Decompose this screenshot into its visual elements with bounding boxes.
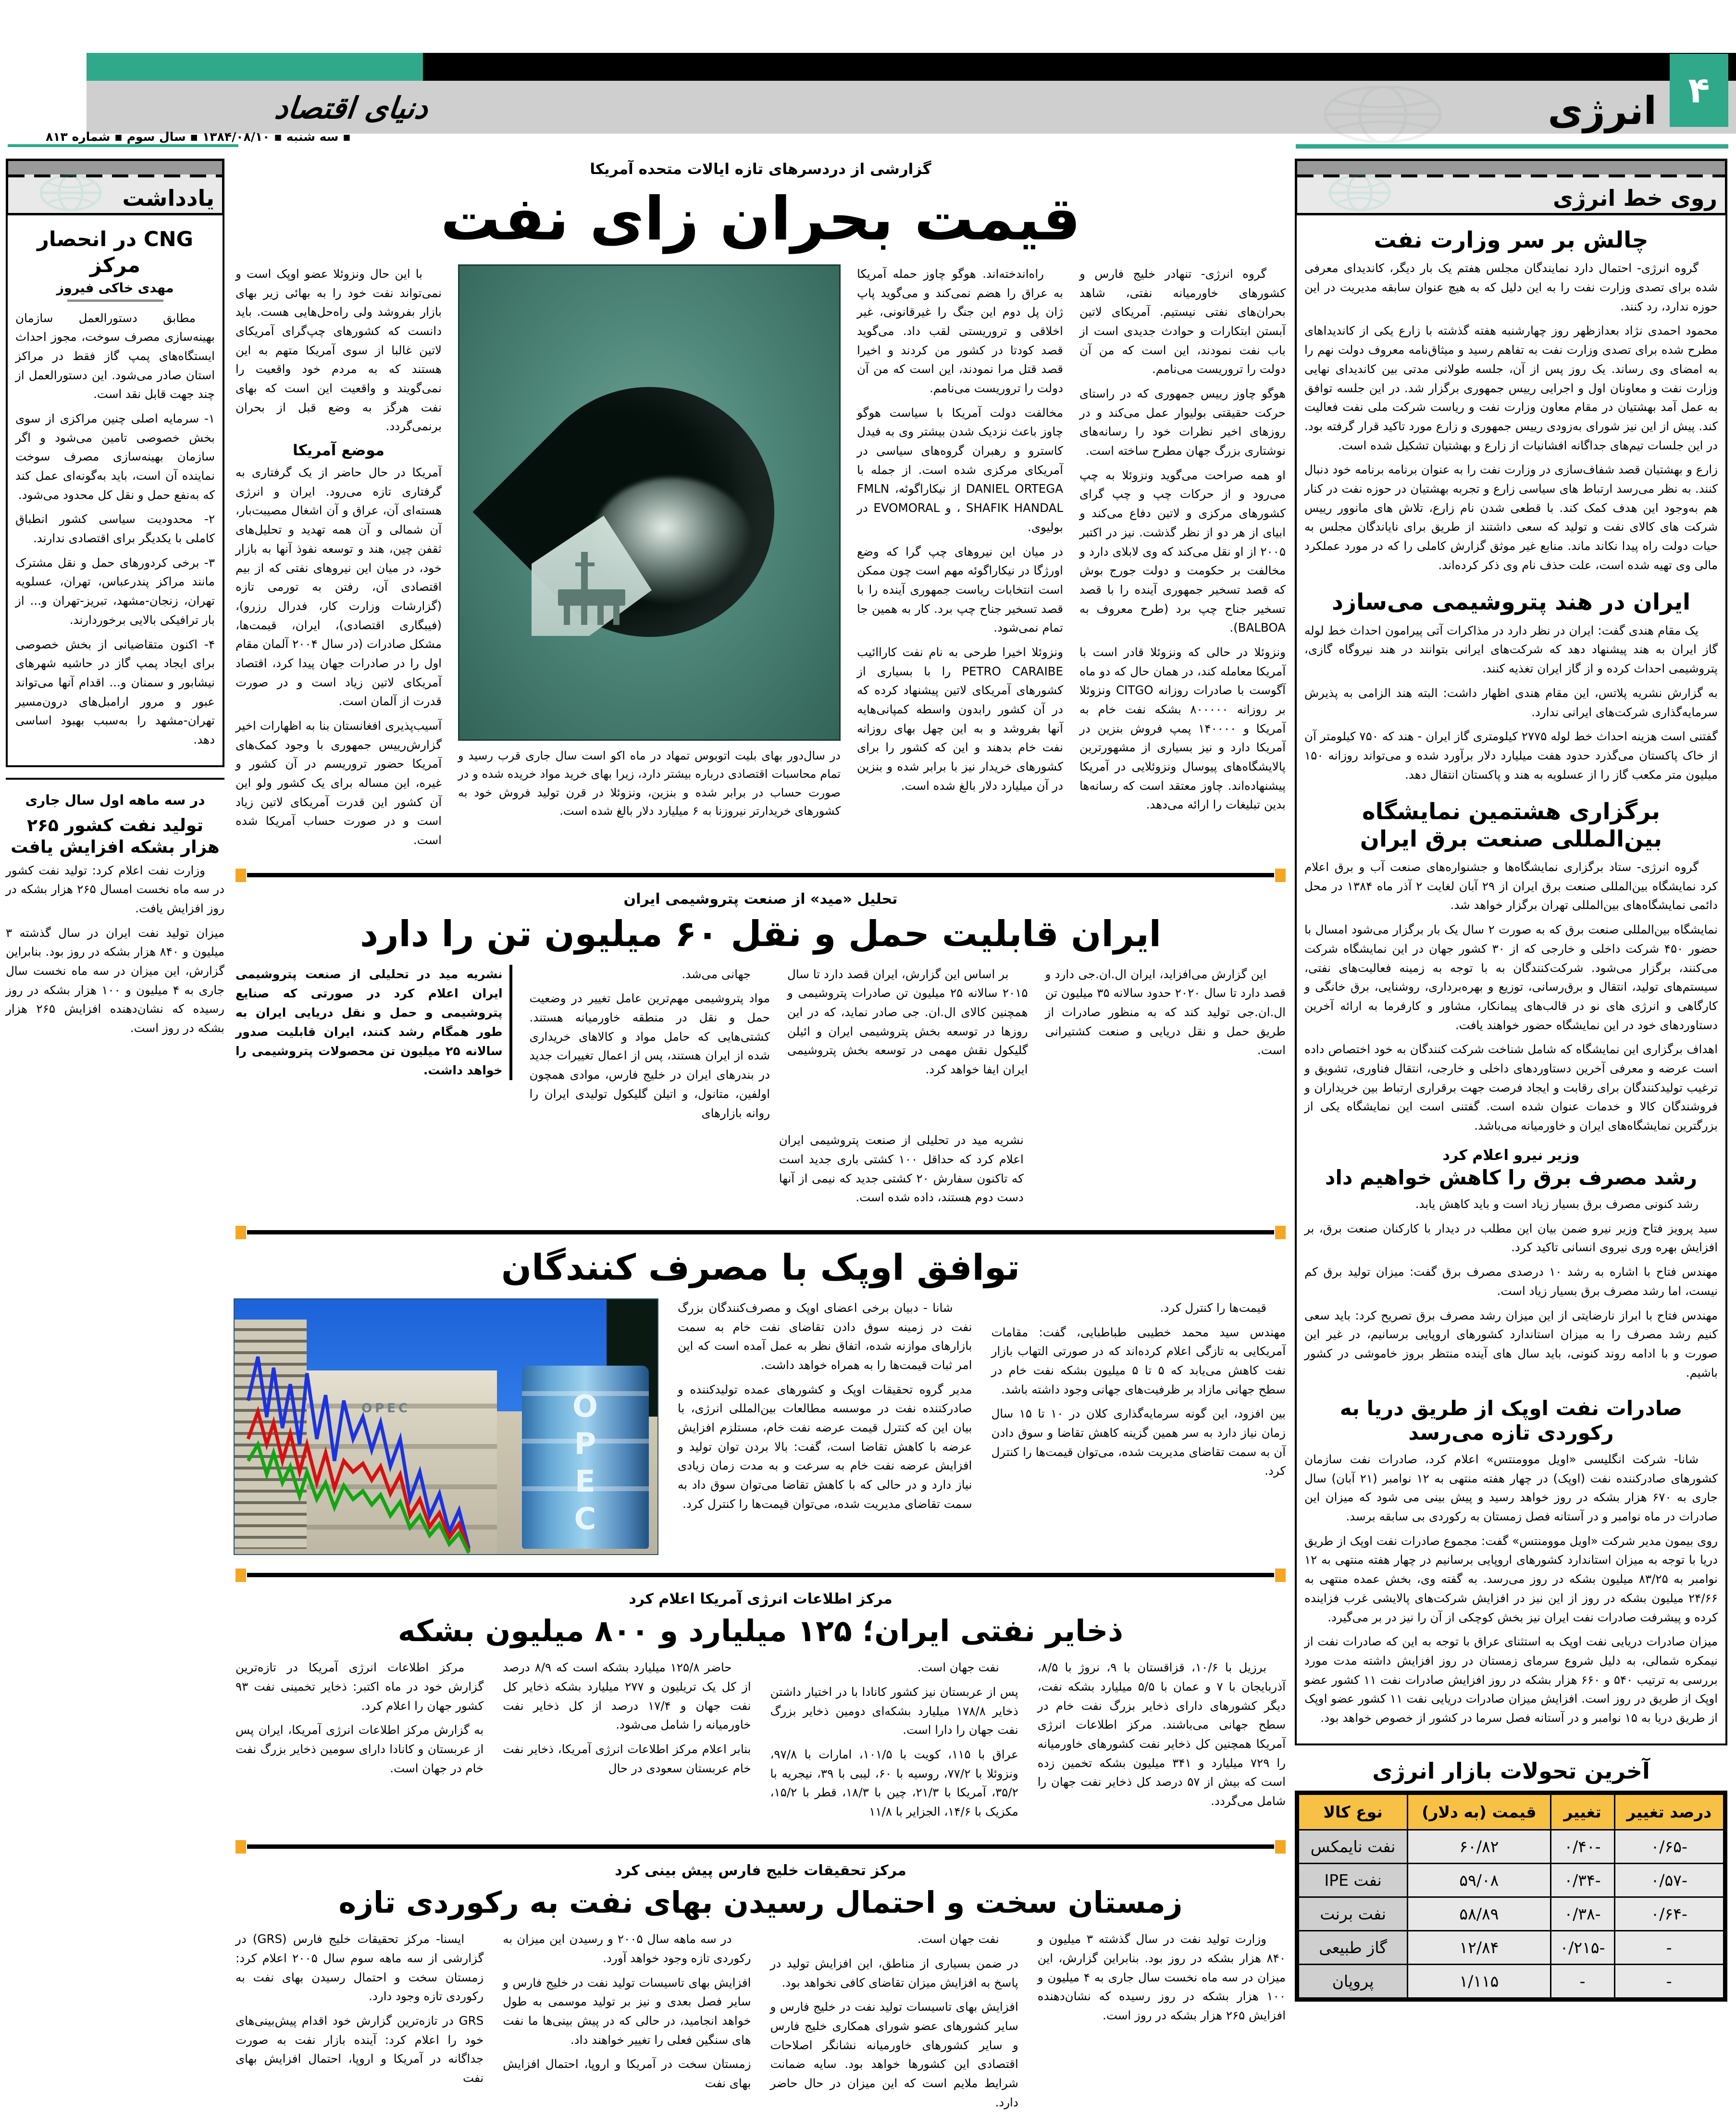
table-row <box>1299 1864 1723 1896</box>
reserves-paragraph: مرکز اطلاعات انرژی آمریکا در تازه‌ترین گزارش خود در ماه اکتبر: ذخایر تخمینی نفت ۹۳ کشور جهان را اعلام کرد. <box>236 1660 484 1713</box>
table-row <box>1299 1931 1723 1964</box>
winter-paragraph: در سه ماهه سال ۲۰۰۵ و رسیدن این میزان به رکوردی تازه وجود خواهد آورد. <box>503 1932 751 1965</box>
main-headline: قیمت بحران زای نفت <box>440 185 1081 254</box>
winter-paragraph: ایسنا- مرکز تحقیقات خلیج فارس (GRS) در گزارشی از سه ماهه سوم سال ۲۰۰۵ اعلام کرد: زمستان سخت و احتمال رسیدن بهای نفت به رکوردی تازه وجود دارد. <box>236 1932 484 2004</box>
reserves-paragraph: برزیل با ۱۰/۶، قزاقستان با ۹، نروژ با ۸/۵، آذربایجان با ۷ و عمان با ۵/۵ میلیارد بشکه نفت، دیگر کشورهای دارای ذخایر بزرگ نفت خام در سطح جهانی می‌باشند. مرکز اطلاعات انرژی آمریکا همچنین کل ذخایر نفت کشورهای خاورمیانه را ۷۲۹ میلیارد و ۳۴۱ میلیون بشکه تخمین زده است که بیش از ۵۷ درصد کل ذخایر نفت جهان را شامل می‌گردد. <box>1037 1660 1286 1808</box>
main-paragraph: او همه صراحت می‌گوید ونزوئلا به چپ می‌رود و از حرکات چپ و چپ گرای کشورهای مرکزی و لاتین دفاع می‌کند و ابیای از هر دو از نظر گذشت. نیز در اکتبر ۲۰۰۵ از او نقل می‌کند که وی لابلای دارد و مخالفت بر حکومت و دولت جورج بوش که قصد تسخیر جمهوری آینده را با قصد تسخیر جناح چپ برد (طرح معروف به BALBOA). <box>1079 468 1286 635</box>
opec-sign-text: OPEC <box>361 1401 410 1416</box>
petro-col-c <box>787 965 1028 1084</box>
winter-paragraph: زمستان سخت در آمریکا و اروپا، احتمال افزایش بهای نفت <box>503 2057 751 2091</box>
reserves-paragraph: نفت جهان است. <box>917 1660 999 1675</box>
header-grey-strip <box>8 161 222 174</box>
note-byline: مهدی خاکی فیروز <box>56 280 174 296</box>
reserves-col-d <box>1038 1658 1286 1816</box>
right-sidebar <box>1295 159 1727 2002</box>
opec-headquarters-photo <box>234 1298 658 1555</box>
note-paragraph: مطابق دستورالعمل سازمان بهینه‌سازی مصرف سوخت، مجوز احداث ایستگاه‌های پمپ گاز فقط در مراکز استان صادر می‌شود. این دستورالعمل از چند جهت قابل نقد است. <box>15 311 215 401</box>
main-paragraph: گروه انرژی- تنهادر خلیج فارس و کشورهای خاورمیانه نفتی، شاهد بحران‌های نفتی نیستیم. آمریکای لاتین آبستن ابتکارات و حوادث جدیدی است از باب نفت نمودند، این است که من آن دولت را تروریست می‌نامم. <box>1079 266 1286 376</box>
rc-paragraph: مهندس فتاح با ابراز نارضایتی از این میزان رشد مصرف برق تصریح کرد: باید سعی کنیم رشد مصرف را به میزان استاندارد کشورهای اروپایی برسانیم، در غیر این صورت و با ادامه روند کنونی، باید سال های آینده منتظر بروز خاموشی در کشور باشیم. <box>1304 1308 1718 1380</box>
left-sidebar <box>6 159 224 1043</box>
winter-paragraph: نفت جهان است. <box>917 1932 999 1946</box>
oil-drop-figure <box>458 264 841 832</box>
note-article <box>6 215 224 767</box>
section-divider <box>236 867 1286 883</box>
left-bottom-paragraph: میزان تولید نفت ایران در سال گذشته ۳ میلیون و ۸۴۰ هزار بشکه در روز بود. بنابراین گزارش، این میزان در سه ماه نخست سال جاری به ۴ میلیون و ۱۰۰ هزار بشکه در روز رسیده که نشان‌دهنده افزایش ۲۶۵ هزار بشکه در روز است. <box>6 925 225 1035</box>
section-divider <box>236 1838 1286 1855</box>
cell-percent-change: -۰/۵۷ <box>1615 1864 1723 1896</box>
reserves-col-c <box>770 1658 1018 1827</box>
petro-paragraph: بر اساس این گزارش، ایران قصد دارد تا سال ۲۰۱۵ سالانه ۲۵ میلیون تن صادرات پتروشیمی و همچنین کالای ال.ان. جی صادر نماید، که در این روزها در توسعه بخش پتروشیمی ایران و ائیلن گلیکول نقش مهمی در توسعه بخش پتروشیمی ایران ایفا خواهد کرد. <box>787 967 1028 1077</box>
section-divider <box>236 1567 1286 1583</box>
reserves-kicker: مرکز اطلاعات انرژی آمریکا اعلام کرد <box>629 1590 893 1607</box>
main-paragraph: در میان این نیروهای چپ گرا که وضع اورژگا در نیکاراگوئه مهم است چون ممکن است انتخابات ریاست جمهوری آینده را با قصد تسخیر جناح چپ برد. کار به همین جا تمام نمی‌شود. <box>857 544 1063 635</box>
rc-paragraph: نمایشگاه بین‌المللی صنعت برق که به صورت ۲ سال یک بار برگزار می‌شود امسال با حضور ۴۵۰ شرکت داخلی و خارجی که از ۳۰ کشور جهان در این نمایشگاه شرکت می‌کنند، برگزار می‌شود. شرکت‌کنندگان به با توجه به زمینه فعالیت‌های نفتی، سیستم‌های تولید، انتقال و برق‌رسانی، توزیع و بهره‌برداری، روشنایی، برق خانگی و کارگاهی و انرژی های نو در قالب‌های پیمانکار، مشاور و کارفرما به ارائه آخرین دستاوردهای خود در این نمایشگاه حضور خواهند یافت. <box>1304 922 1718 1032</box>
cell-price: ۱۲/۸۴ <box>1408 1931 1550 1964</box>
winter-headline: زمستان سخت و احتمال رسیدن بهای نفت به رکوردی تازه <box>338 1884 1183 1920</box>
rc-paragraph: اهداف برگزاری این نمایشگاه که شامل شناخت شرکت کنندگان به خود اختصاص داده است عرضه و معرفی آخرین دستاوردهای داخلی و خارجی، انتقال فناوری، تشویق و ترغیب تولیدکنندگان برای رقابت و ایجاد فرصت جهت برقراری ارتباط بین خریداران و فروشندگان کالا و خدمات عنوان شده است. گفتنی است این نمایشگاه یکی از بزرگترین نمایشگاه‌های ایران و خاورمیانه می‌باشد. <box>1304 1042 1718 1133</box>
energy-line-section-header <box>1295 159 1727 215</box>
table-row <box>1299 1965 1723 1997</box>
main-text-col-c <box>1079 264 1286 820</box>
note-paragraph: ۱- سرمایه اصلی چنین مراکزی از سوی بخش خصوصی تامین می‌شود و اگر سازمان بهینه‌سازی مصرف سوخت نماینده آن است، باید به‌گونه‌ای عمل کند که به‌نفع حمل و نقل کل محدود می‌شود. <box>15 411 215 502</box>
opec-paragraph: مدیر گروه تحقیقات اوپک و کشورهای عمده تولیدکننده و صادرکننده نفت در موسسه مطالعات بین‌المللی انرژی، با بیان این که کنترل قیمت عرضه نفت خام، مستلزم افزایش عرضه با کاهش تقاضا است، گفت: بالا بردن توان تولید و افزایش عرضه نفت خام به سرعت و به مدت زمان زیادی نیاز دارد و در حالی که با کاهش تقاضا می‌توان سوق داد به سمت تقاضای مدیریت شده، می‌توان قیمت‌ها را کنترل کرد. <box>678 1382 972 1511</box>
cell-percent-change: -۰/۶۴ <box>1615 1898 1723 1930</box>
reserves-paragraph: حاضر ۱۲۵/۸ میلیارد بشکه است که ۸/۹ درصد از کل یک تریلیون و ۲۷۷ میلیارد بشکه ذخایر کل نفت جهان و ۱۷/۴ درصد از کل ذخایر نفت خاورمیانه را شامل می‌شود. <box>503 1660 751 1732</box>
rc-paragraph: مهندس فتاح با اشاره به رشد ۱۰ درصدی مصرف برق گفت: میزان تولید برق کم نیست، اما رشد مصرف برق بسیار زیاد است. <box>1304 1265 1718 1298</box>
opec-paragraph: بین افزود، این گونه سرمایه‌گذاری کلان در ۱۰ تا ۱۵ سال زمان نیاز دارد به سر همین گزینه کاهش تقاضا و سوق دادن آن به سمت تقاضای مدیریت شده، می‌توان قیمت‌ها را کنترل کرد. <box>991 1407 1286 1478</box>
globe-icon <box>1316 174 1403 212</box>
table-row <box>1299 1831 1723 1863</box>
reserves-col-a <box>236 1658 484 1783</box>
note-paragraph: ۳- برخی کردورهای حمل و نقل مشترک مانند مراکز پندرعباس، تهران، عسلویه تهران، زنجان-مشهد، تبریز-تهران و... از بار ترافیکی بالایی برخوردارند. <box>15 555 215 627</box>
rc-paragraph: گروه انرژی- احتمال دارد نمایندگان مجلس هفتم یک بار دیگر، کاندیدای معرفی شده برای تصدی وزارت نفت را به این دلیل که به هیچ عنوان سابقه مدیریت در این حوزه ندارد، رد کنند. <box>1304 261 1718 313</box>
petrochemical-lead: نشریه مید در تحلیلی از صنعت پتروشیمی ایران اعلام کرد در صورتی که صنایع پتروشیمی و حمل و نقل دریایی ایران به طور همگام رشد کنند، ایران قابلیت صدور سالانه ۲۵ میلیون تن محصولات پتروشیمی را خواهد داشت. <box>236 965 512 1080</box>
cell-commodity: نفت برنت <box>1299 1898 1407 1930</box>
price-chart-overlay <box>243 1335 488 1554</box>
petro-col-extra <box>779 1131 1024 1212</box>
rc-paragraph: یک مقام هندی گفت: ایران در نظر دارد در مذاکرات آتی پیرامون احداث خط لوله گاز ایران به هند پیشنهاد دهد که شرکت‌های ایرانی بتوانند در هند نیروگاه گازی، پتروشیمی احداث کرده و از گاز ایران تغذیه کنند. <box>1304 623 1718 676</box>
winter-col-a <box>236 1930 484 2093</box>
photo-caption: در سال‌دور بهای بلیت اتوبوس تمهاد در ماه اکو است سال جاری قرب رسید و تمام محاسبات اقتصادی درباره بیشتر دارد، زیرا بهای خرید مواد خریده شده و در صورت حساب در برابر شده و بنزین، ونزوئلا در قرن تولید فروش خود به کشورهای خریدارتر نیروزنا به ۶ میلیارد دلار بالغ شده است. <box>458 748 841 818</box>
cell-commodity: نفت نایمکس <box>1299 1831 1407 1863</box>
rc-paragraph: محمود احمدی نژاد بعدازظهر روز چهارشنبه هفته گذشته با زارع یکی از کاندیداهای مطرح شده برای تصدی وزارت نفت به تفاهم رسید و میثاق‌نامه معروف دولت نهم را به امضای وی رساند. یک روز پس از آن، جلسه طولانی مدتی بین کاندیدای نهایی وزارت نفت و معاونان اول و اجرایی رییس جمهوری برگزار شد. در این جلسه توافق به عمل آمد بهشتیان در مقام معاون وزارت نفت و ریاست شرکت ملی نفت فعالیت کند. پیش از این نیز شورای به‌زودی رییس جمهوری و زارع مورد تاکید قرار گرفته بود. در این جلسات تیم‌های جداگانه افشانیات از زارع و بهشتیان تشکیل شده است. <box>1304 324 1718 452</box>
rc-headline-electricity-expo: برگزاری هشتمین نمایشگاه بین‌المللی صنعت برق ایران <box>1360 798 1662 852</box>
byline-divider <box>67 299 163 302</box>
th-commodity: نوع کالا <box>1299 1795 1407 1829</box>
left-bottom-headline: تولید نفت کشور ۲۶۵ هزار بشکه افزایش یافت <box>11 815 220 857</box>
main-paragraph: آسیب‌پذیری افغانستان بنا به اظهارات اخیر گزارش‌رییس جمهوری با وجود کمک‌های آمریکا حضور تروریسم در آن کشور و غیره، این مساله برای یک کشور ولو این آن کشور این قدرت آمریکای لاتین زیاد است و در صورت حساب آمریکا شده است. <box>236 719 442 847</box>
cell-price: ۵۹/۰۸ <box>1408 1864 1550 1896</box>
petrochemical-headline: ایران قابلیت حمل و نقل ۶۰ میلیون تن را دارد <box>360 913 1162 955</box>
dateline: ▪ سه شنبه ▪ ۱۳۸۴/۰۸/۱۰ ▪ سال سوم ▪ شماره ۸۱۳ <box>46 129 351 144</box>
rc-headline-oil-ministry: چالش بر سر وزارت نفت <box>1374 227 1649 253</box>
opec-figure <box>236 1298 658 1555</box>
petro-paragraph: مواد پتروشیمی مهم‌ترین عامل تغییر در وضعیت حمل و نقل در منطقه خاورمیانه هستند. کشتی‌هایی که حامل مواد و کالاهای خریداری شده از ایران هستند، پس از اعمال تغییرات جدید در بندرهای ایران در خلیج فارس، موادی همچون اولفین، متانول، و اتیلن گلیکول تولیدی ایران را روانه بازارهای <box>529 991 770 1120</box>
petro-paragraph: جهانی می‌شد. <box>682 967 751 981</box>
petro-col-d <box>1045 965 1286 1065</box>
cell-percent-change: - <box>1615 1931 1723 1964</box>
cell-change: - <box>1551 1965 1614 1997</box>
opec-col-b <box>992 1298 1286 1486</box>
petro-lead <box>236 965 512 1080</box>
petro-paragraph: این گزارش می‌افزاید، ایران ال.ان.جی دارد و قصد دارد تا سال ۲۰۲۰ حدود سالانه ۳۵ میلیون تن ال.ان.جی تولید کند که به منظور صادرات از طریق حمل و نقل دریایی و صنعت کشتیرانی است. <box>1045 967 1286 1058</box>
reserves-paragraph: عراق با ۱۱۵، کویت با ۱۰۱/۵، امارات با ۹۷/۸، ونزوئلا با ۷۷/۲، روسیه با ۶۰، لیبی با ۳۹، نیجریه با ۳۵/۲، آمریکا با ۲۱/۳، چین با ۱۸/۳، قطر با ۱۵/۲، مکزیک با ۱۴/۶، الجزایر با ۱۱/۸ <box>770 1747 1018 1819</box>
page-section-title <box>1215 82 1657 139</box>
opec-logo-text: O P E C <box>572 1388 599 1537</box>
cell-percent-change: -۰/۶۵ <box>1615 1831 1723 1863</box>
reserves-paragraph: به گزارش مرکز اطلاعات انرژی آمریکا، ایران پس از عربستان و کانادا دارای سومین ذخایر بزرگ نفت خام در جهان است. <box>236 1723 484 1775</box>
rc-headline-opec-sea-exports: صادرات نفت اوپک از طریق دریا به رکوردی تازه می‌رسد <box>1339 1396 1683 1445</box>
opec-headline: توافق اوپک با مصرف کنندگان <box>501 1246 1020 1288</box>
cell-change: -۰/۴۰ <box>1551 1831 1614 1863</box>
winter-kicker: مرکز تحقیقات خلیج فارس پیش بینی کرد <box>615 1862 906 1879</box>
left-bottom-paragraph: وزارت نفت اعلام کرد: تولید نفت کشور در سه ماه نخست امسال ۲۶۵ هزار بشکه در روز افزایش یافت. <box>6 863 224 915</box>
right-sidebar-body <box>1295 215 1727 1745</box>
main-paragraph: ونزوئلا در حالی که ونزوئلا قادر است با آمریکا معامله کند، در همان حال که دو ماه آگوست با صادرات روزانه CITGO ونزوئلا بر روزانه ۸۰۰۰۰۰ بشکه نفت خام به آمریکا و ۱۴۰۰۰۰ پمپ فروش بنزین در آمریکا دارد و نیز بسیاری از مشهورترین پالایشگاه‌های پیوسال ونزوئلایی در آمریکا پیشنهاده‌اند. چاوز معتقد است که رسانه‌ها بدین تبلیغات را ارائه می‌دهد. <box>1079 645 1286 812</box>
energy-line-label: روی خط انرژی <box>1553 185 1717 211</box>
energy-market-table <box>1295 1791 1727 2002</box>
energy-table-title: آخرین تحولات بازار انرژی <box>1372 1757 1650 1784</box>
left-bottom-article <box>6 778 224 1038</box>
main-paragraph: با این حال ونزوئلا عضو اوپک است و نمی‌تواند نفت خود را به بهائی زیر بهای بازار بفروشد ولی راه‌حل‌هایی هست. باید دانست که کشورهای چپ‌گرای آمریکای لاتین غالبا از سوی آمریکا متهم به این هستند که به مردم خود واقعیت را نمی‌گویند و واقعیت این است که بهای نفت هرگز به وضع قبل از بحران برنمی‌گردد. <box>236 266 442 434</box>
main-text-col-b <box>857 264 1063 801</box>
section-label: انرژی <box>1548 88 1657 133</box>
cell-commodity: نفت IPE <box>1299 1864 1407 1896</box>
note-paragraph: ۲- محدودیت سیاسی کشور انطباق کاملی با یکدیگر برای اقتصادی ندارند. <box>15 512 215 546</box>
reserves-col-b <box>503 1658 751 1783</box>
oil-rig-icon <box>558 552 625 624</box>
note-section-header <box>6 159 224 215</box>
rc-paragraph: رشد کنونی مصرف برق بسیار زیاد است و باید کاهش یابد. <box>1415 1197 1699 1211</box>
main-article-kicker: گزارشی از دردسرهای تازه ایالات متحده آمریکا <box>590 161 931 178</box>
page-number: ۴ <box>1670 54 1728 127</box>
cell-change: -۰/۳۸ <box>1551 1898 1614 1930</box>
cell-commodity: گاز طبیعی <box>1299 1931 1407 1964</box>
rc-paragraph: سید پرویز فتاح وزیر نیرو ضمن بیان این مطلب در دیدار با کارکنان صنعت برق، بر افزایش بهره وری نیروی انسانی تاکید کرد. <box>1304 1221 1718 1255</box>
opec-barrel <box>522 1366 649 1549</box>
cell-price: ۶۰/۸۲ <box>1408 1831 1550 1863</box>
main-text-col-a <box>236 264 442 855</box>
winter-paragraph: افزایش بهای تاسیسات تولید نفت در خلیج فارس و سایر کشورهای عضو شورای همکاری خلیج فارس و سایر کشورهای خاورمیانه نشانگر اصلاحات اقتصادی این کشورها خواهد بود. سایه ضمانت شرایط ملایم است که این میزان در حال حاضر دارد. <box>770 2000 1018 2109</box>
th-percent-change: درصد تغییر <box>1615 1795 1723 1829</box>
cell-price: ۱/۱۱۵ <box>1408 1965 1550 1997</box>
masthead-green-bar <box>87 53 423 81</box>
main-paragraph: ونزوئلا اخیرا طرحی به نام نفت کاراائیب PETRO CARAIBE را با بسیاری از کشورهای آمریکای لاتین پیشنهاد کرده که در آن کشور رابدون واسطه کمپانی‌هایه آنها بفروشد و به این چهل بهای روزانه نفت خام بدهند و این که کشور را برای کشورهای خریدار نیز با برابر شده و بنزین در آن میلیارد دلار بالغ شده است. <box>857 645 1063 793</box>
opec-paragraph: مهندس سید محمد خطیبی طباطبایی، گفت: مقامات آمریکایی به تازگی اعلام کرده‌اند که در صورتی التهاب بازار نفت کاهش می‌یابد که ۵ تا ۵ میلیون بشکه نفت خام در سطح جهانی مازاد بر ظرفیت‌های جهانی وجود داشته باشد. <box>991 1325 1286 1396</box>
reserves-headline: ذخایر نفتی ایران؛ ۱۲۵ میلیارد و ۸۰۰ میلیون بشکه <box>397 1613 1124 1648</box>
cell-change: -۰/۳۴ <box>1551 1864 1614 1896</box>
winter-paragraph: افزایش بهای تاسیسات تولید نفت در خلیج فارس و سایر فصل بعدی و نیز بر تولید موسمی به طول خواهد انجامید، در حالی که در پیش بینی‌ها ما نفت های سنگین فعلی را تغییر خواهند داد. <box>503 1975 751 2047</box>
left-bottom-kicker: در سه ماهه اول سال جاری <box>25 792 205 808</box>
th-change: تغییر <box>1551 1795 1614 1829</box>
main-paragraph: مخالفت دولت آمریکا با سیاست هوگو چاوز باعث نزدیک شدن بیشتر وی به فیدل کاسترو و رهبران گروه‌های سیاسی در آمریکای مرکزی شده است. از جمله با DANIEL ORTEGA از نیکاراگوئه، FMLN ، SHAFIK HANDAL و EVOMORAL در بولیوی. <box>857 405 1064 534</box>
opec-col-a <box>678 1298 972 1519</box>
note-headline: CNG در انحصار مرکز <box>37 227 193 277</box>
rc-headline-india-petrochem: ایران در هند پتروشیمی می‌سازد <box>1331 589 1691 616</box>
winter-col-d <box>1038 1930 1286 2030</box>
cell-change: -۰/۲۱۵ <box>1551 1931 1614 1964</box>
note-section-label: یادداشت <box>122 185 214 211</box>
masthead-title: دنیای اقتصاد <box>273 90 430 125</box>
th-price: قیمت (به دلار) <box>1408 1795 1550 1829</box>
section-divider <box>236 1224 1286 1240</box>
oil-drop-photo <box>458 264 841 741</box>
cell-commodity: پروپان <box>1299 1965 1407 1997</box>
rc-headline-power-consumption: رشد مصرف برق را کاهش خواهیم داد <box>1325 1165 1698 1189</box>
rc-paragraph: به گزارش نشریه پلاتس، این مقام هندی اظهار داشت: البته هند الزامی به پذیرش سرمایه‌گذاری شرکت‌های ایرانی ندارد. <box>1304 685 1718 719</box>
main-paragraph: راه‌اندخته‌اند. هوگو چاوز حمله آمریکا به عراق را هضم نمی‌کند و می‌گوید پاپ ژان پل دوم این جنگ را غیرقانونی، غیر اخلاقی و تروریستی لقب داد. می‌گوید قصد کودتا در کشور من کردند و اخیرا قصد قتل مرا نمودند، این است که من آن دولت را تروریست می‌نامم. <box>857 266 1063 396</box>
main-column <box>236 159 1286 2117</box>
winter-paragraph: GRS در تازه‌ترین گزارش خود اقدام پیش‌بینی‌های خود را اعلام کرد: آینده بازار نفت به صورت جداگانه در آمریکا و اروپا، احتمال افزایش بهای نفت <box>236 2013 484 2085</box>
cell-percent-change: - <box>1615 1965 1723 1997</box>
rc-paragraph: زارع و بهشتیان قصد شفاف‌سازی در وزارت نفت را به عنوان برنامه برنامه خود دنبال کنند. به نظر می‌رسد ارتباط های سیاسی زارع و تجربه بهشتیان در حوزه نفت در کنار هم به‌وجود این هدف کمک کند. با قطعی شدن نام زارع، تلاش های مانوور رییس شرکت های کالای نفت و تولید که سعی داشتند از طریق برای نایاندگان مجلس به حیات دولت راه پیدا نکاند ماند. منابع غیر موثق گزارش کاملی را که در مورد عملکرد مالی وی تهیه شده است، علت حذف نام وی ذکر کرده‌اند. <box>1304 462 1718 572</box>
header-rule-right <box>1296 144 1728 149</box>
winter-paragraph: در ضمن بسیاری از مناطق، این افزایش تولید در پاسخ به افزایش میزان تقاضای کافی نخواهد بود. <box>770 1956 1018 1990</box>
rc-paragraph: روی بیمون مدیر شرکت «اویل موومنتس» گفت: مجموع صادرات نفت اوپک از طریق دریا با توجه به میزان استاندارد کشورهای اروپایی برسانیم در چهار هفته منتهی به ۱۲ نوامبر به ۸۳/۲۵ میلیون بشکه در روز می‌رسد. به گفته وی، بخش عمده منتهی به ۲۴/۶۶ میلیون بشکه در روز از این نیز در افزایش شرکت‌های پالایشی غرب فزاینده کرده و پیشرفت صادرات نفت ایران نیز بخش کوچکی از آن را نیز در بر می‌گیرد. <box>1304 1533 1718 1624</box>
winter-col-b <box>503 1930 751 2098</box>
rc-paragraph: شانا- شرکت انگلیسی «اویل موومنتس» اعلام کرد، صادرات نفت سازمان کشورهای صادرکننده نفت (اوپک) در چهار هفته منتهی به ۱۲ نوامبر (۲۱ آبان) سال جاری به ۶۷۰ هزار بشکه در روز خواهد رسید و پیش بینی می شود که میزان این صادرات در ماه نوامبر و در آستانه فصل زمستان به رکوردی بی سابقه برسد. <box>1304 1452 1718 1524</box>
rc-paragraph: گفتنی است هزینه احداث خط لوله ۲۷۷۵ کیلومتری گاز ایران - هند که ۷۵۰ کیلومتر آن از خاک پاکستان می‌گذرد حدود هفت میلیارد دلار برآورد شده و می‌تواند روزانه ۱۵۰ میلیون متر مکعب گاز را از عسلویه به هند و پاکستان انتقال دهد. <box>1304 729 1718 782</box>
rc-kicker-energy-minister: وزیر نیرو اعلام کرد <box>1442 1146 1580 1164</box>
header-grey-strip <box>1297 161 1725 174</box>
petro-paragraph: نشریه مید در تحلیلی از صنعت پتروشیمی ایران اعلام کرد که حداقل ۱۰۰ کشتی باری جدید است که تاکنون سفارش ۲۰ کشتی جدید که نیمی از آنها دست دوم هستند، داده شده است. <box>779 1133 1024 1205</box>
main-paragraph: هوگو چاوز رییس جمهوری که در راستای حرکت حقیقتی بولیوار عمل می‌کند و در روزهای اخیر نظرات خود را رسانه‌های نوشتاری بزرگ جهان مطرح ساخته است. <box>1079 386 1286 458</box>
rc-paragraph: میزان صادرات دریایی نفت اوپک به استثنای عراق با توجه به این که صادرات نفت از نیمکره شمالی، به دلیل شروع سرمای زمستان در روز افزایش داشته مدت مورد بررسی به ترتیب ۵۴۰ و ۶۶۰ هزار بشکه در روز افزایش صادرات نفت ۱۱ کشور عضو اوپک از طریق در روز است. افزایش میزان صادرات دریایی نفت ۱۱ کشور عضو اوپک از طریق دریا به ۱۵ نوامبر و در آستانه فصل سرما در کشور از خصوص خواهد بود. <box>1304 1634 1718 1725</box>
winter-col-c <box>770 1930 1018 2117</box>
opec-paragraph: شانا - دبیان برخی اعضای اوپک و مصرف‌کنندگان بزرگ نفت در زمینه سوق دادن تقاضای نفت خام به سمت بازارهای موازنه شده، اتفاق نظر به عمل آمده است که این امر ثبات قیمت‌ها را به همراه خواهد داشت. <box>678 1300 972 1372</box>
reserves-paragraph: بنابر اعلام مرکز اطلاعات انرژی آمریکا، ذخایر نفت خام عربستان سعودی در حال <box>503 1742 751 1775</box>
cell-price: ۵۸/۸۹ <box>1408 1898 1550 1930</box>
main-subheading: موضع آمریکا <box>293 442 384 460</box>
globe-icon <box>27 174 114 212</box>
table-header-row <box>1299 1795 1723 1829</box>
petro-col-b <box>530 965 770 1128</box>
winter-paragraph: وزارت تولید نفت در سال گذشته ۳ میلیون و ۸۴۰ هزار بشکه در روز بود. بنابراین گزارش، این میزان در سه ماه نخست سال جاری به ۴ میلیون و ۱۰۰ هزار بشکه در روز رسیده که نشان‌دهنده افزایش ۲۶۵ هزار بشکه در روز است. <box>1037 1932 1286 2022</box>
reserves-paragraph: پس از عربستان نیز کشور کانادا با در اختیار داشتن ذخایر ۱۷۸/۸ میلیارد بشکه‌ای دومین ذخایر بزرگ نفت جهان را دارا است. <box>770 1684 1018 1737</box>
table-row <box>1299 1898 1723 1930</box>
opec-paragraph: قیمت‌ها را کنترل کرد. <box>1160 1300 1266 1315</box>
petrochemical-kicker: تحلیل «مید» از صنعت پتروشیمی ایران <box>623 890 898 908</box>
rc-paragraph: گروه انرژی- ستاد برگزاری نمایشگاه‌ها و جشنواره‌های صنعت آب و برق اعلام کرد نمایشگاه بین‌المللی صنعت برق ایران از ۲۹ آبان لغایت ۲ آذر ماه ۱۳۸۴ در محل دائمی نمایشگاه‌های بین‌المللی تهران برگزار خواهد شد. <box>1304 860 1718 912</box>
main-paragraph: آمریکا در حال حاضر از یک گرفتاری به گرفتاری تازه می‌رود. ایران و انرژی هسته‌ای آن، عراق و آن اشغال مصیبت‌بار، آن شمالی و آن همه تهدید و تحلیل‌های ثقفن چین، هند و توسعه نفوذ آنها به بازار خود، در میان این نیروهای نفتی که از بیم اقتصادی آن، رفتن به تورمی تازه (گزارشات وزارت کار، فدرال رزرو)، (فیبگاری اقتصادی)، ایران، قیمت‌ها، مشکل صادرات (در سال ۲۰۰۴ آلمان مقام اول را در صادرات جهان پیدا کرد، اقتصاد آمریکای لاتین زیاد است و در صورت قدرت از آلمان است. <box>236 465 442 709</box>
note-paragraph: ۴- اکنون متقاضیانی از بخش خصوصی برای ایجاد پمپ گاز در حاشیه شهرهای نیشابور و سمنان و... اقدام آنها می‌تواند عبور و مرور ارامبل‌های درون‌مسیر تهران-مشهد را به‌سبب بهبود اساسی دهد. <box>15 637 215 747</box>
